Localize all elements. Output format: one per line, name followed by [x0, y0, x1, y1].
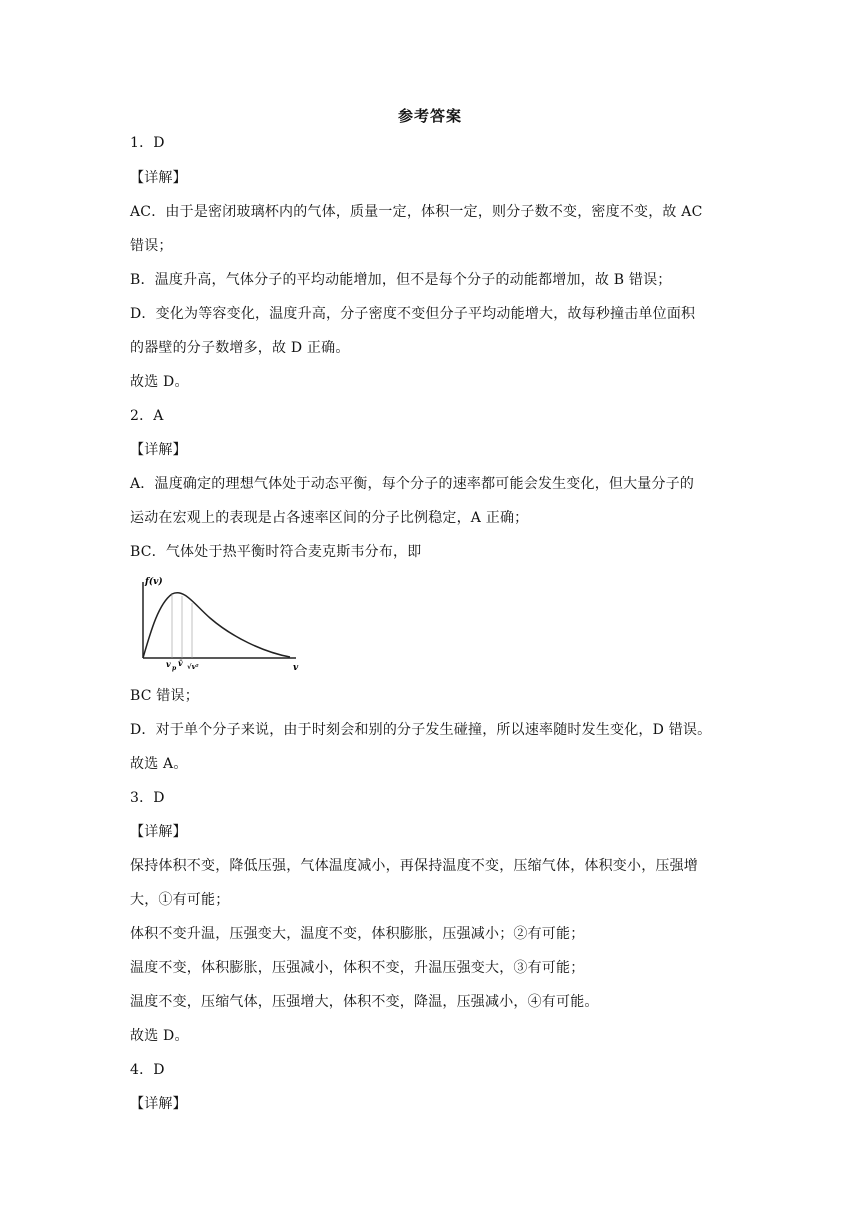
text-line: 错误； — [130, 238, 173, 254]
text-line: 故选 D。 — [130, 374, 189, 390]
maxwell-distribution-figure — [128, 574, 308, 674]
x-axis-label: v — [293, 663, 299, 673]
text-line: 2．A — [130, 408, 164, 424]
vbar-label: v̄ — [178, 658, 183, 668]
text-line: 运动在宏观上的表现是占各速率区间的分子比例稳定，A 正确； — [130, 510, 529, 526]
text-line: 的器壁的分子数增多，故 D 正确。 — [130, 340, 350, 356]
text-line: 大，①有可能； — [130, 892, 230, 908]
text-line: 【详解】 — [130, 442, 187, 458]
text-line: 3．D — [130, 790, 165, 806]
text-line: 【详解】 — [130, 170, 187, 186]
text-line: 温度不变，体积膨胀，压强减小，体积不变，升温压强变大，③有可能； — [130, 960, 585, 976]
text-line: 故选 D。 — [130, 1028, 189, 1044]
distribution-curve — [143, 593, 290, 658]
text-line: 【详解】 — [130, 1096, 187, 1112]
text-line: BC．气体处于热平衡时符合麦克斯韦分布，即 — [130, 544, 422, 560]
text-line: AC．由于是密闭玻璃杯内的气体，质量一定，体积一定，则分子数不变，密度不变，故 AC — [130, 204, 703, 220]
text-line: B．温度升高，气体分子的平均动能增加，但不是每个分子的动能都增加，故 B 错误； — [130, 272, 672, 288]
text-line: 保持体积不变，降低压强，气体温度减小，再保持温度不变，压缩气体，体积变小，压强增 — [130, 858, 698, 874]
vrms-label: √v² — [187, 662, 199, 671]
vp-label: v — [166, 659, 171, 669]
text-line: 温度不变，压缩气体，压强增大，体积不变，降温，压强减小，④有可能。 — [130, 994, 599, 1010]
page-title: 参考答案 — [397, 107, 462, 125]
text-line: 【详解】 — [130, 824, 187, 840]
text-line: A．温度确定的理想气体处于动态平衡，每个分子的速率都可能会发生变化，但大量分子的 — [130, 476, 695, 492]
text-line: 1．D — [130, 135, 165, 151]
text-line: D．对于单个分子来说，由于时刻会和别的分子发生碰撞，所以速率随时发生变化，D 错误。 — [130, 722, 712, 738]
text-line: 4．D — [130, 1062, 165, 1078]
text-line: 故选 A。 — [130, 756, 188, 772]
vp-subscript: p — [172, 665, 177, 672]
text-line: BC 错误； — [130, 688, 199, 704]
y-axis-label: f(v) — [145, 577, 163, 587]
text-line: 体积不变升温，压强变大，温度不变，体积膨胀，压强减小；②有可能； — [130, 926, 585, 942]
text-line: D．变化为等容变化，温度升高，分子密度不变但分子平均动能增大，故每秒撞击单位面积 — [130, 306, 696, 322]
